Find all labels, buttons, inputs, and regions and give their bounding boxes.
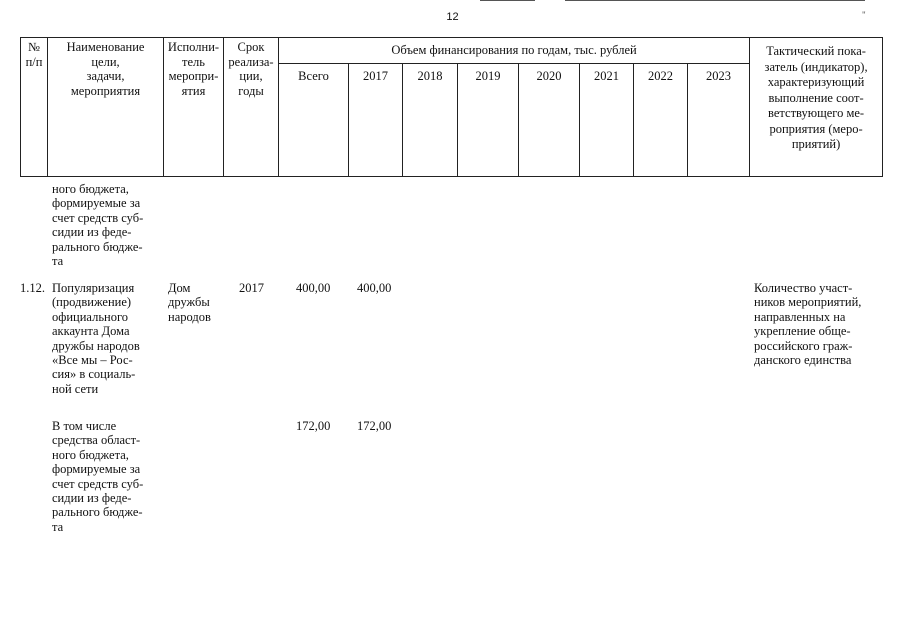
continued-name-text: ного бюджета, формируемые за счет средств суб- сидии из феде- рального бюдже- та [52,182,144,269]
col-year-header: 2021 [580,64,634,177]
scan-artifact-line [565,0,865,1]
subrow-year-2017: 172,00 [357,419,392,433]
col-year-header: 2023 [688,64,750,177]
row-name: Популяризация (продвижение) официального аккаунта Дома дружбы народов «Все мы – Рос- сия» в социаль- ной сети [52,281,140,396]
header-table [20,37,883,177]
page-number: 12 [446,11,459,23]
subrow-name: В том числе средства област- ного бюджета, формируемые за счет средств суб- сидии из феде- рального бюдже- та [52,419,144,534]
row-executor: Дом дружбы народов [168,281,211,324]
row-indicator: Количество участ- ников мероприятий, направленных на укрепление обще- российского граж- данского единства [754,281,862,368]
col-year-header: 2019 [458,64,519,177]
col-year-header: 2017 [349,64,403,177]
col-name-header: Наименование цели, задачи, мероприятия [48,38,164,177]
row-number: 1.12. [20,281,45,295]
col-executor-header: Исполни- тель меропри- ятия [164,38,224,177]
row-term: 2017 [239,281,264,295]
col-term-header: Срок реализа- ции, годы [224,38,279,177]
col-num-header: № п/п [21,38,48,177]
scan-artifact-mark: " [862,10,866,20]
col-year-header: 2018 [403,64,458,177]
col-tactical-header: Тактический пока- затель (индикатор), характеризующий выполнение соот- ветствующего ме- роприятия (меро- приятий) [750,38,883,177]
row-year-2017: 400,00 [357,281,392,295]
col-total-header: Всего [279,64,349,177]
col-funding-header: Объем финансирования по годам, тыс. рублей [279,38,750,64]
subrow-total: 172,00 [296,419,331,433]
scan-artifact-line [480,0,535,1]
col-year-header: 2022 [634,64,688,177]
row-total: 400,00 [296,281,331,295]
col-year-header: 2020 [519,64,580,177]
